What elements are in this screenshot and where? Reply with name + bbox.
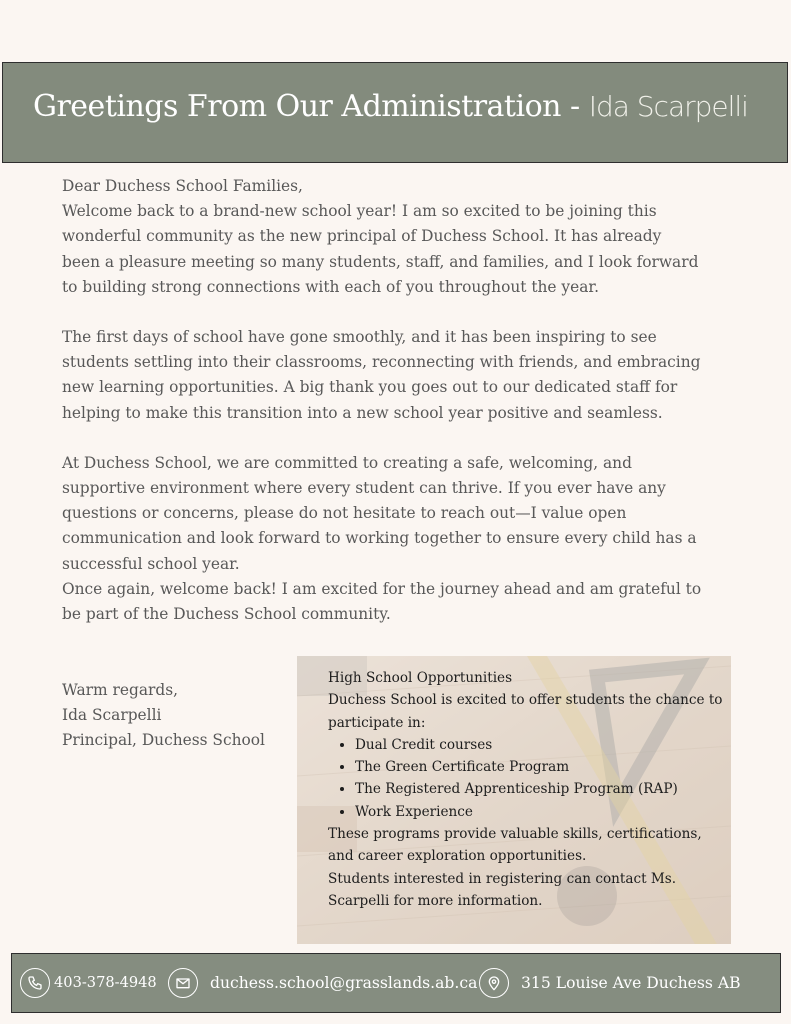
- high-school-opportunities-box: [297, 656, 731, 944]
- letter-paragraph-4: Once again, welcome back! I am excited for the journey ahead and am grateful to be part of the Duchess School community.: [62, 579, 702, 624]
- program-item: • The Registered Apprenticeship Program (RAP): [355, 778, 724, 800]
- letter-closing: Warm regards,: [62, 681, 178, 699]
- signer-name: Ida Scarpelli: [62, 706, 162, 724]
- phone-number[interactable]: 403-378-4948: [54, 974, 157, 991]
- email-address[interactable]: duchess.school@grasslands.ab.ca: [210, 973, 478, 992]
- letter-paragraph-1: Welcome back to a brand-new school year! I am so excited to be joining this wonderful community as the new principal of Duchess School. It has already been a pleasure meeting so many students, staff, and families, and I look forward to building strong connections with each of you throughout the year.: [62, 202, 699, 296]
- promo-content: [328, 667, 724, 912]
- header-principal-name: Ida Scarpelli: [588, 90, 748, 123]
- letter-salutation: Dear Duchess School Families,: [62, 177, 303, 195]
- phone-icon: [20, 968, 50, 998]
- email-contact[interactable]: [168, 954, 477, 1011]
- header-banner: [2, 62, 788, 163]
- signer-title: Principal, Duchess School: [62, 731, 265, 749]
- phone-contact[interactable]: [20, 954, 157, 1011]
- contact-footer: [11, 953, 781, 1013]
- program-item: • The Green Certificate Program: [355, 756, 724, 778]
- program-list: [328, 734, 724, 823]
- welcome-letter: [62, 174, 702, 627]
- program-item: • Work Experience: [355, 801, 724, 823]
- promo-benefit: These programs provide valuable skills, certifications, and career exploration opportunities.: [328, 826, 702, 865]
- header-title-text: Greetings From Our Administration -: [33, 89, 580, 124]
- street-address[interactable]: 315 Louise Ave Duchess AB: [521, 973, 741, 992]
- letter-paragraph-2: The first days of school have gone smoothly, and it has been inspiring to see students settling into their classrooms, reconnecting with friends, and embracing new learning opportunities. A big thank you goes out to our dedicated staff for helping to make this transition into a new school year positive and seamless.: [62, 328, 701, 422]
- location-pin-icon: [479, 968, 509, 998]
- address-contact[interactable]: [479, 954, 741, 1011]
- promo-contact-note: Students interested in registering can contact Ms. Scarpelli for more information.: [328, 870, 677, 909]
- promo-intro: Duchess School is excited to offer students the chance to participate in:: [328, 692, 723, 731]
- promo-heading: High School Opportunities: [328, 670, 513, 686]
- letter-signoff: [62, 678, 265, 753]
- letter-paragraph-3: At Duchess School, we are committed to creating a safe, welcoming, and supportive environment where every student can thrive. If you ever have any questions or concerns, please do not hesitate to reach out—I value open communication and look forward to working together to ensure every child has a successful school year.: [62, 453, 697, 573]
- page-title: [33, 89, 748, 124]
- program-item: • Dual Credit courses: [355, 734, 724, 756]
- envelope-icon: [168, 968, 198, 998]
